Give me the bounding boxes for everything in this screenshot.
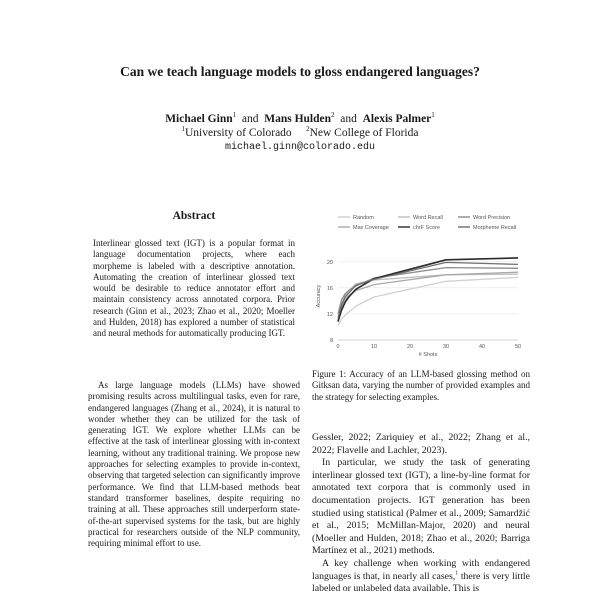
author-name: Mans Hulden xyxy=(264,113,332,125)
author-email: michael.ginn@colorado.edu xyxy=(224,142,376,153)
paragraph: Gessler, 2022; Zariquiey et al., 2022; Zhang et al., 2022; Flavelle and Lachler, 2023). xyxy=(312,432,530,456)
paragraph-text: there is very little labeled or unlabeled data available. This is xyxy=(312,570,530,595)
paragraph: In particular, we study the task of generating interlinear glossed text (IGT), a line-by-line format for annotated text corpora that is commonly used in documentation projects. IGT generation has been studied using statistical (Palmer et al., 2009; Samardžić et al., 2015; McMillan-Major, 2020) and neural (Moeller and Hulden, 2018; Zhao et al., 2020; Barriga Martínez et al., 2021) methods. xyxy=(312,457,530,557)
author-separator: and xyxy=(241,113,259,125)
x-tick-label: 10 xyxy=(370,344,378,350)
abstract-body: Interlinear glossed text (IGT) is a popular format in language documentation projects, where each morpheme is labeled with a descriptive annotation. Automating the creation of interlinear glossed text would be desirable to reduce annotator effort and maintain consistency across annotated corpora. Prior research (Ginn et al., 2023; Zhao et al., 2020; Moeller and Hulden, 2018) has explored a number of statistical and neural methods for automatically producing IGT. xyxy=(93,238,295,339)
legend-label: Random xyxy=(353,215,374,221)
paragraph-text: A key challenge when working with endangered languages is that, in nearly all cases, xyxy=(312,557,530,582)
x-axis-label: # Shots xyxy=(418,352,438,358)
y-tick-label: 12 xyxy=(326,311,333,318)
x-tick-label: 20 xyxy=(406,344,414,350)
y-tick-label: 20 xyxy=(326,259,333,266)
figure-caption: Figure 1: Accuracy of an LLM-based glossing method on Gitksan data, varying the number of provided examples and the strategy for selecting examples. xyxy=(312,369,530,402)
y-tick-label: 16 xyxy=(326,285,333,292)
abstract-paragraph-2: As large language models (LLMs) have showed promising results across multilingual tasks, even for rare, endangered languages (Zhang et al., 2024), it is natural to wonder whether they can be utilized for the task of generating IGT. We explore whether LLMs can be effective at the task of interlinear glossing with in-context learning, without any traditional training. We propose new approaches for selecting examples to provide in-context, observing that targeted selection can significantly improve performance. We find that LLM-based methods beat standard transformer baselines, despite requiring no training at all. These approaches still underperform state-of-the-art supervised systems for the task, but are highly practical for researchers outside of the NLP community, requiring minimal effort to use. xyxy=(88,380,300,549)
legend-label: Max Coverage xyxy=(353,225,389,231)
x-tick-label: 50 xyxy=(514,344,522,350)
series-line-word-recall xyxy=(338,274,518,317)
paper-title: Can we teach language models to gloss endangered languages? xyxy=(120,64,480,79)
affiliation: New College of Florida xyxy=(309,127,419,139)
footnote-mark: 1 xyxy=(455,570,459,577)
author-affil-mark: 1 xyxy=(431,111,435,120)
y-tick-label: 8 xyxy=(329,338,333,344)
affiliation: University of Colorado xyxy=(185,127,292,139)
author-name: Alexis Palmer xyxy=(362,113,432,125)
affil-mark: 2 xyxy=(306,125,310,134)
x-tick-label: 40 xyxy=(478,344,486,350)
affil-mark: 1 xyxy=(181,125,185,134)
legend-label: Morpheme Recall xyxy=(473,225,517,231)
author-affil-mark: 2 xyxy=(331,111,335,120)
accuracy-line-chart xyxy=(300,208,530,358)
abstract-heading: Abstract xyxy=(172,210,216,222)
author-name: Michael Ginn xyxy=(165,113,233,125)
affiliations xyxy=(0,127,600,139)
legend-label: chrF Score xyxy=(413,225,440,231)
legend-label: Word Recall xyxy=(413,215,443,221)
legend-label: Word Precision xyxy=(473,215,511,221)
y-axis-label: Accuracy xyxy=(316,284,322,308)
right-column-text xyxy=(312,432,530,596)
x-tick-label: 0 xyxy=(336,344,340,350)
paragraph xyxy=(312,558,530,596)
author-affil-mark: 1 xyxy=(232,111,237,120)
author-list xyxy=(0,113,600,125)
x-tick-label: 30 xyxy=(442,344,450,350)
author-separator: and xyxy=(340,113,357,125)
